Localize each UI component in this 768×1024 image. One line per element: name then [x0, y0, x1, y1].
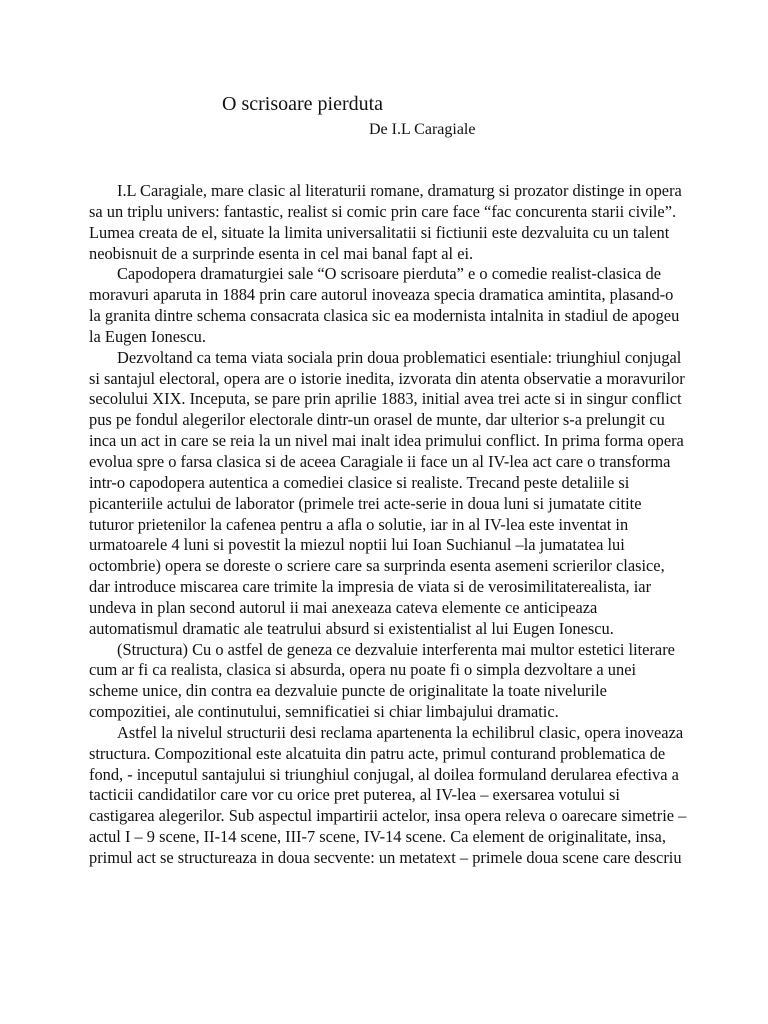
paragraph-intro: I.L Caragiale, mare clasic al literaturii romane, dramaturg si prozator distinge in opera sa un triplu univers: fantastic, realist si comic prin care face “fac concurenta starii civile”. Lumea creata de el, situate la limita universalitatii si fictiunii este dezvaluita cu un talent neobisnuit de a surprinde esenta in cel mai banal fapt al ei.: [89, 181, 682, 263]
document-body: [89, 181, 687, 869]
document-author: De I.L Caragiale: [369, 121, 476, 138]
paragraph-compozitie: Astfel la nivelul structurii desi reclama apartenenta la echilibrul clasic, opera inoveaza structura. Compozitional este alcatuita din patru acte, primul conturand problematica de fond, - inceputul santajului si triunghiul conjugal, al doilea formuland derularea efectiva a tacticii candidatilor care vor cu orice pret puterea, al IV-lea – exersarea votului si castigarea alegerilor. Sub aspectul impartirii actelor, insa opera releva o oarecare simetrie – actul I – 9 scene, II-14 scene, III-7 scene, IV-14 scene. Ca element de originalitate, insa, primul act se structureaza in doua secvente: un metatext – primele doua scene care descriu: [89, 722, 687, 867]
paragraph-tema: Dezvoltand ca tema viata sociala prin doua problematici esentiale: triunghiul conjugal si santajul electoral, opera are o istorie inedita, izvorata din atenta observatie a moravurilor secolului XIX. Inceputa, se pare prin aprilie 1883, initial avea trei acte si in singur conflict pus pe fondul alegerilor electorale dintr-un orasel de munte, dar ulterior s-a prelungit cu inca un act in care se reia la un nivel mai inalt idea primului conflict. In prima forma opera evolua spre o farsa clasica si de aceea Caragiale ii face un al IV-lea act care o transforma intr-o capodopera autentica a comediei clasice si realiste. Trecand peste detaliile si picanteriile actului de laborator (primele trei acte-serie in doua luni si jumatate citite tuturor prietenilor la cafenea pentru a afla o solutie, iar in al IV-lea este inventat in urmatoarele 4 luni si povestit la miezul noptii lui Ioan Suchianul –la jumatatea lui octombrie) opera se doreste o scriere care sa surprinda esenta asemeni scrierilor clasice, dar introduce miscarea care trimite la impresia de viata si de verosimilitaterealista, iar undeva in plan second autorul ii mai anexeaza cateva elemente ce anticipeaza automatismul dramatic ale teatrului absurd si existentialist al lui Eugen Ionescu.: [89, 347, 685, 638]
document-title: O scrisoare pierduta: [222, 93, 384, 115]
paragraph-structura: (Structura) Cu o astfel de geneza ce dezvaluie interferenta mai multor estetici literare cum ar fi ca realista, clasica si absurda, opera nu poate fi o simpla dezvoltare a unei scheme unice, din contra ea dezvaluie puncte de originalitate la toate nivelurile compozitiei, ale continutului, semnificatiei si chiar limbajului dramatic.: [89, 639, 675, 722]
paragraph-capodopera: Capodopera dramaturgiei sale “O scrisoare pierduta” e o comedie realist-clasica de moravuri aparuta in 1884 prin care autorul inoveaza specia dramatica amintita, plasand-o la granita dintre schema consacrata clasica sic ea modernista intalnita in stadiul de apogeu la Eugen Ionescu.: [89, 264, 680, 346]
